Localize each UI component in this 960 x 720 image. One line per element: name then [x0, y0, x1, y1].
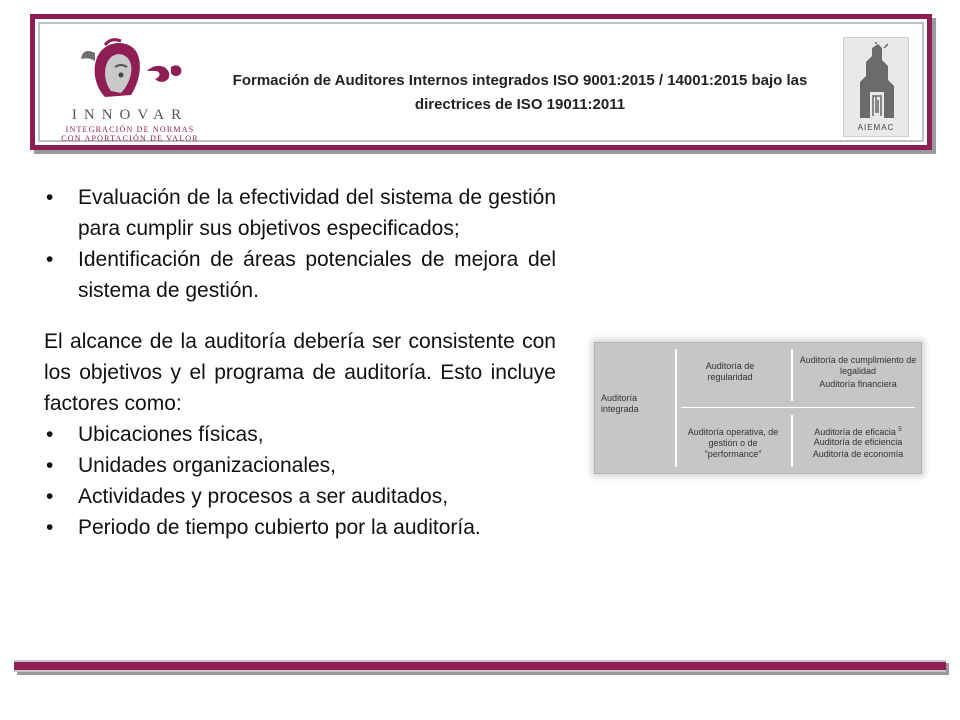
page-title: Formación de Auditores Internos integrados ISO 9001:2015 / 14001:2015 bajo las directrices de ISO 19011:2011: [232, 72, 808, 113]
divider: [791, 349, 793, 401]
list-item: • Unidades organizacionales,: [44, 450, 556, 481]
divider: [681, 407, 915, 408]
footer-divider: [14, 660, 946, 672]
diagram-efficacy-label: Auditoría de eficacia: [814, 427, 896, 437]
header-banner: [30, 14, 932, 150]
aiemac-label: AIEMAC: [857, 123, 895, 132]
diagram-financial-audit: Auditoría financiera: [819, 379, 897, 389]
scope-factors-list: [44, 419, 556, 543]
list-item: • Evaluación de la efectividad del sistema de gestión para cumplir sus objetivos especificados;: [44, 182, 556, 244]
innovar-logo: [47, 37, 207, 143]
scope-paragraph: El alcance de la auditoría debería ser consistente con los objetivos y el programa de auditoría. Esto incluye factores como:: [44, 330, 556, 415]
innovar-tagline: INTEGRACIÓN DE NORMAS CON APORTACIÓN DE VALOR: [61, 125, 199, 143]
diagram-regularity-audit: Auditoría de regularidad: [705, 361, 755, 382]
audit-types-diagram: [594, 342, 922, 474]
innovar-name: INNOVAR: [71, 107, 189, 123]
list-item: • Periodo de tiempo cubierto por la auditoría.: [44, 512, 556, 543]
innovar-mask-icon: [75, 37, 185, 105]
objectives-list: [44, 182, 556, 306]
divider: [791, 415, 793, 467]
diagram-compliance-audit: Auditoría de cumplimiento de legalidad: [799, 355, 917, 376]
list-item: • Identificación de áreas potenciales de mejora del sistema de gestión.: [44, 244, 556, 306]
aiemac-tower-icon: [854, 42, 900, 120]
aiemac-logo: [843, 37, 909, 137]
slide-body: [44, 182, 556, 543]
list-item: • Actividades y procesos a ser auditados,: [44, 481, 556, 512]
list-item: • Ubicaciones físicas,: [44, 419, 556, 450]
diagram-economy-audit: Auditoría de economía: [812, 449, 904, 459]
footnote-mark: 5: [898, 427, 902, 433]
diagram-operational-audit: Auditoría operativa, de gestión o de “performance”: [687, 427, 779, 459]
diagram-efficiency-audit: Auditoría de eficiencia: [813, 437, 903, 447]
divider: [675, 349, 677, 467]
diagram-integrated-audit: Auditoría integrada: [601, 393, 639, 414]
